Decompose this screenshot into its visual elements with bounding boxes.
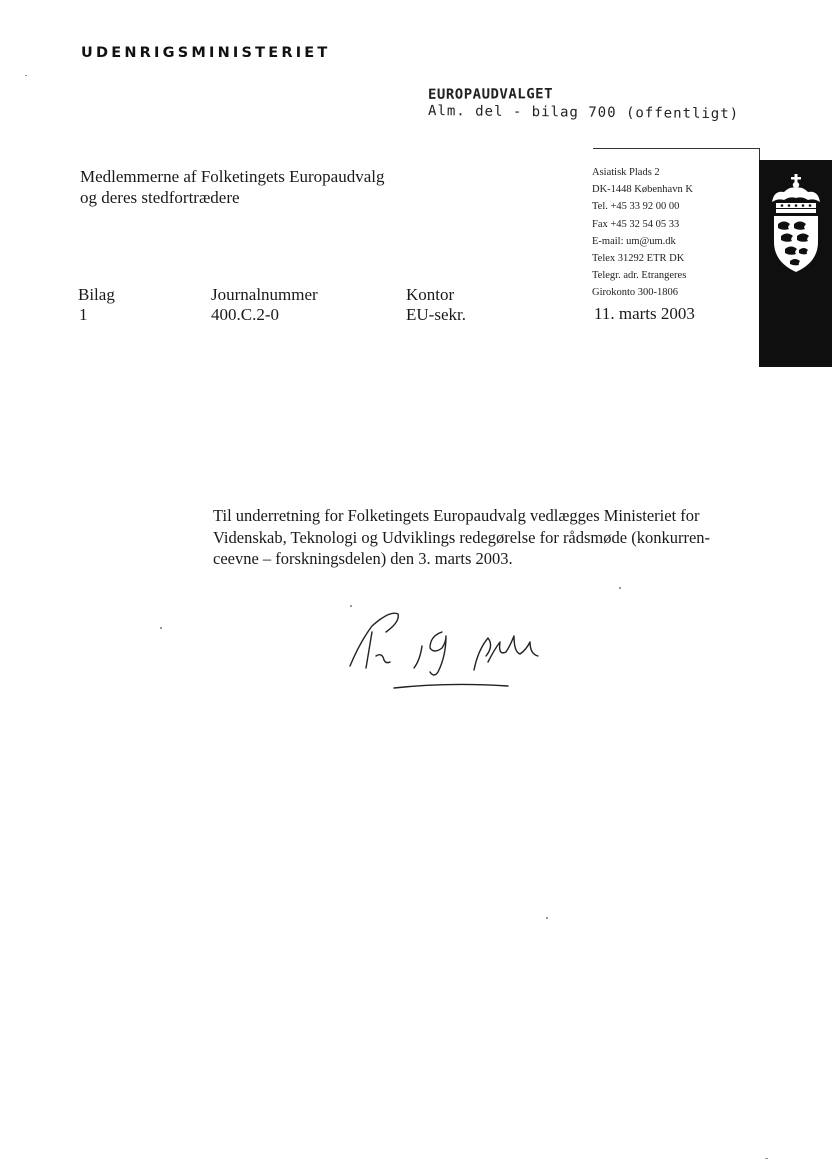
body-line: ceevne – forskningsdelen) den 3. marts 2003. [213, 549, 513, 568]
recipient-line-1: Medlemmerne af Folketingets Europaudvalg [80, 167, 385, 186]
stamp-reference: Alm. del - bilag 700 (offentligt) [427, 103, 740, 123]
letter-date: 11. marts 2003 [594, 304, 695, 323]
bilag-value: 1 [79, 305, 88, 324]
handwritten-signature [338, 602, 548, 697]
address-rule [593, 148, 760, 149]
scan-speck [546, 917, 548, 919]
address-line: Girokonto 300-1806 [592, 287, 679, 299]
scan-speck [25, 75, 27, 76]
body-line: Til underretning for Folketingets Europaudvalg vedlægges Ministeriet for [213, 506, 700, 525]
scan-speck [160, 627, 162, 629]
address-line: E-mail: um@um.dk [592, 235, 676, 247]
address-line: Telegr. adr. Etrangeres [592, 270, 687, 282]
address-line: Tel. +45 33 92 00 00 [592, 201, 680, 213]
address-line: Asiatisk Plads 2 [592, 167, 660, 178]
kontor-label: Kontor [406, 285, 455, 304]
journal-number: 400.C.2-0 [211, 305, 279, 324]
ministry-name: UDENRIGSMINISTERIET [81, 45, 331, 61]
journal-label: Journalnummer [211, 285, 318, 304]
stamp-committee: EUROPAUDVALGET [428, 86, 554, 103]
address-block [592, 164, 693, 302]
recipient-line-2: og deres stedfortrædere [80, 188, 240, 207]
letterhead [81, 45, 331, 61]
scan-speck [765, 1158, 768, 1159]
scan-speck [350, 605, 352, 607]
address-line: Telex 31292 ETR DK [592, 253, 685, 265]
letter-body [213, 505, 773, 570]
royal-crest-icon [768, 172, 824, 280]
kontor-value: EU-sekr. [406, 305, 466, 324]
committee-stamp [427, 86, 740, 123]
address-line: Fax +45 32 54 05 33 [592, 218, 680, 230]
bilag-label: Bilag [78, 285, 115, 304]
body-line: Videnskab, Teknologi og Udviklings redegørelse for rådsmøde (konkurren- [213, 527, 711, 547]
recipient-block [80, 166, 385, 208]
address-line: DK-1448 København K [592, 184, 693, 196]
scan-speck [619, 587, 621, 589]
